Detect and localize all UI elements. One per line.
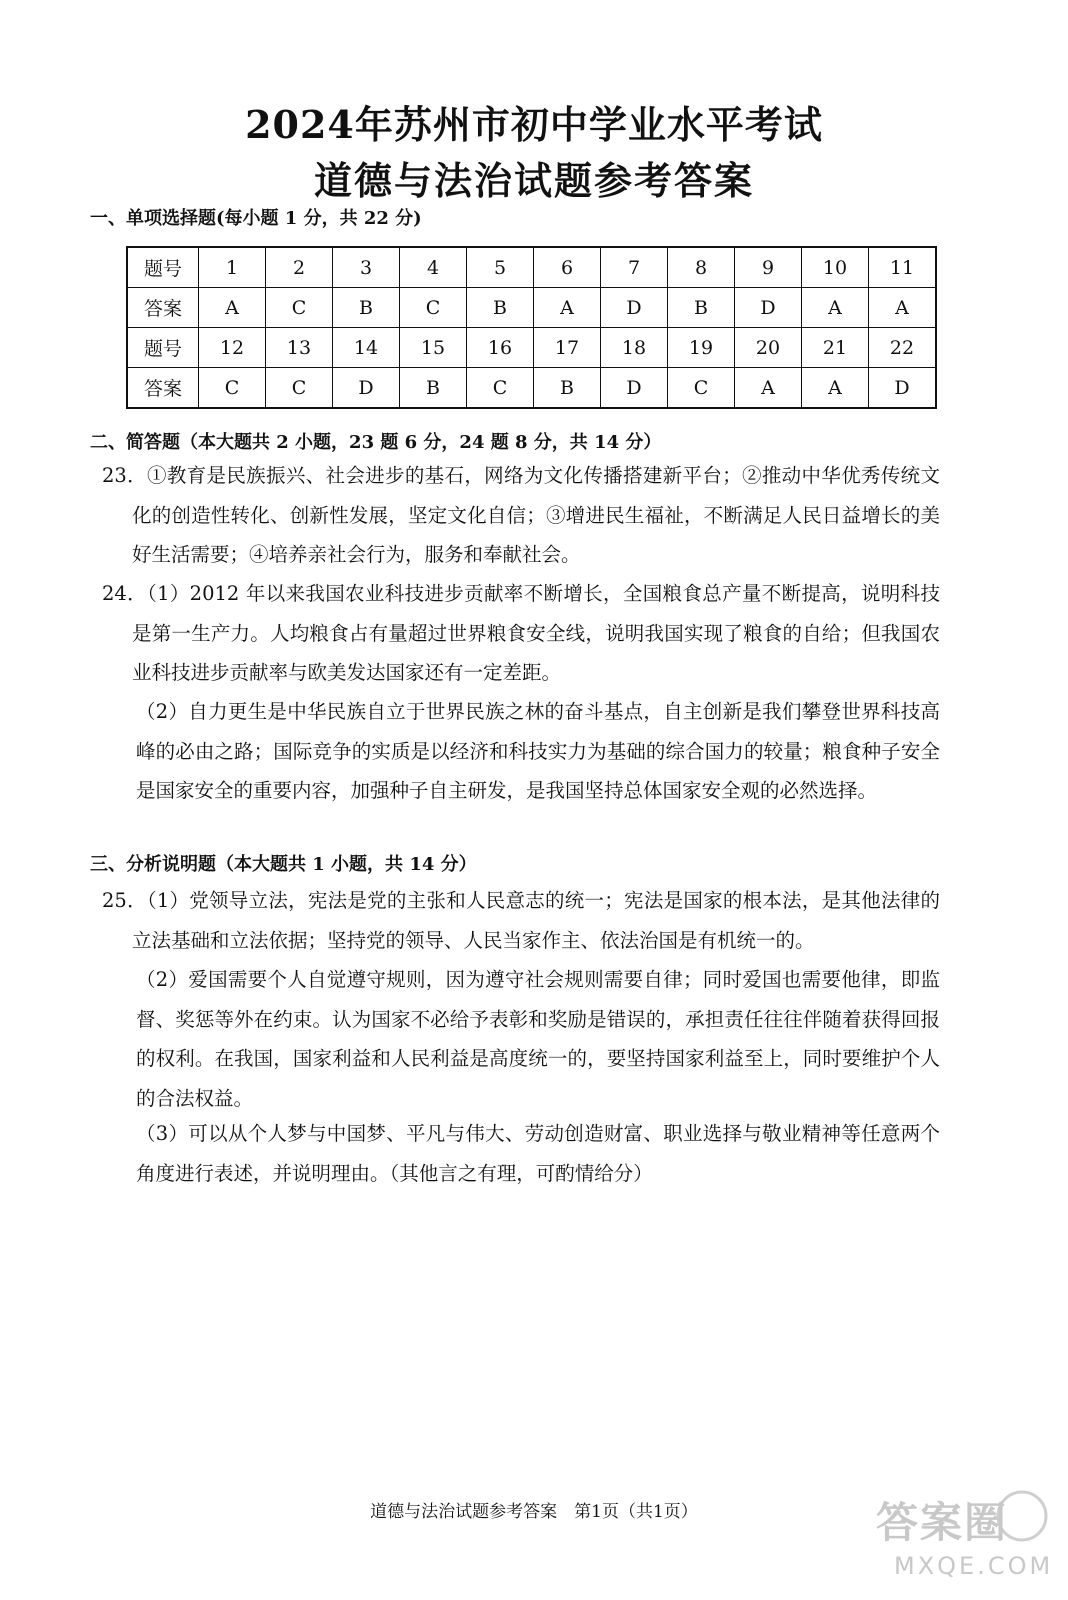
question-number-cell: 15 bbox=[400, 328, 467, 368]
question-number-cell: 16 bbox=[467, 328, 534, 368]
row-label: 答案 bbox=[127, 288, 199, 328]
row-label: 题号 bbox=[127, 247, 199, 288]
answer-cell: D bbox=[601, 288, 668, 328]
question-number-cell: 10 bbox=[802, 247, 869, 288]
answer-cell: A bbox=[199, 288, 266, 328]
answer-cell: B bbox=[467, 288, 534, 328]
answer-cell: D bbox=[735, 288, 802, 328]
question-number-cell: 19 bbox=[668, 328, 735, 368]
answer-cell: B bbox=[333, 288, 400, 328]
question-number-cell: 9 bbox=[735, 247, 802, 288]
question-number-cell: 2 bbox=[266, 247, 333, 288]
answer-cell: A bbox=[802, 288, 869, 328]
answer-25-part-2: （2）爱国需要个人自觉遵守规则，因为遵守社会规则需要自律；同时爱国也需要他律，即监督、奖惩等外在约束。认为国家不必给予表彰和奖励是错误的，承担责任往往伴随着获得回报的权利。在我国，国家利益和人民利益是高度统一的，要坚持国家利益至上，同时要维护个人的合法权益。 bbox=[136, 968, 940, 1110]
answer-cell: A bbox=[802, 368, 869, 409]
question-number-cell: 1 bbox=[199, 247, 266, 288]
answer-cell: A bbox=[534, 288, 601, 328]
answer-cell: C bbox=[199, 368, 266, 409]
answer-24-part-1: 24．（1）2012 年以来我国农业科技进步贡献率不断增长，全国粮食总产量不断提高，说明科技是第一生产力。人均粮食占有量超过世界粮食安全线，说明我国实现了粮食的自给；但我国农业科技进步贡献率与欧美发达国家还有一定差距。 bbox=[102, 582, 940, 684]
question-number-cell: 7 bbox=[601, 247, 668, 288]
answer-cell: C bbox=[266, 368, 333, 409]
answer-cell: B bbox=[400, 368, 467, 409]
answer-cell: C bbox=[668, 368, 735, 409]
answer-table-row bbox=[127, 328, 936, 368]
section-2-heading: 二、简答题（本大题共 2 小题，23 题 6 分，24 题 8 分，共 14 分） bbox=[90, 432, 662, 453]
answer-25-part-1: 25．（1）党领导立法，宪法是党的主张和人民意志的统一；宪法是国家的根本法，是其他法律的立法基础和立法依据；坚持党的领导、人民当家作主、依法治国是有机统一的。 bbox=[102, 889, 940, 952]
question-number-cell: 21 bbox=[802, 328, 869, 368]
answer-23: 23．①教育是民族振兴、社会进步的基石，网络为文化传播搭建新平台；②推动中华优秀传统文化的创造性转化、创新性发展，坚定文化自信；③增进民生福祉，不断满足人民日益增长的美好生活需要；④培养亲社会行为，服务和奉献社会。 bbox=[102, 464, 940, 566]
answer-cell: C bbox=[266, 288, 333, 328]
question-number-cell: 8 bbox=[668, 247, 735, 288]
question-number-cell: 20 bbox=[735, 328, 802, 368]
question-number-cell: 6 bbox=[534, 247, 601, 288]
answer-table bbox=[126, 246, 937, 409]
answer-cell: B bbox=[668, 288, 735, 328]
answer-cell: C bbox=[400, 288, 467, 328]
answer-table-row bbox=[127, 368, 936, 409]
answer-cell: D bbox=[869, 368, 937, 409]
section-1-heading: 一、单项选择题(每小题 1 分，共 22 分) bbox=[90, 208, 422, 229]
answer-25-part-3: （3）可以从个人梦与中国梦、平凡与伟大、劳动创造财富、职业选择与敬业精神等任意两个角度进行表述，并说明理由。（其他言之有理，可酌情给分） bbox=[136, 1122, 940, 1185]
question-number-cell: 4 bbox=[400, 247, 467, 288]
question-number-cell: 5 bbox=[467, 247, 534, 288]
question-number-cell: 13 bbox=[266, 328, 333, 368]
question-number-cell: 12 bbox=[199, 328, 266, 368]
title-line-2: 道德与法治试题参考答案 bbox=[313, 158, 754, 203]
answer-cell: A bbox=[735, 368, 802, 409]
section-3-heading: 三、分析说明题（本大题共 1 小题，共 14 分） bbox=[90, 854, 477, 875]
question-number-cell: 22 bbox=[869, 328, 937, 368]
answer-cell: A bbox=[869, 288, 937, 328]
answer-cell: D bbox=[601, 368, 668, 409]
question-number-cell: 14 bbox=[333, 328, 400, 368]
question-number-cell: 17 bbox=[534, 328, 601, 368]
row-label: 题号 bbox=[127, 328, 199, 368]
question-number-cell: 11 bbox=[869, 247, 937, 288]
watermark-logo bbox=[872, 1470, 1062, 1590]
answer-table-row bbox=[127, 247, 936, 288]
answer-cell: C bbox=[467, 368, 534, 409]
answer-cell: B bbox=[534, 368, 601, 409]
answer-table-row bbox=[127, 288, 936, 328]
question-number-cell: 18 bbox=[601, 328, 668, 368]
watermark-text: 答案圈 bbox=[876, 1498, 1009, 1547]
row-label: 答案 bbox=[127, 368, 199, 409]
question-number-cell: 3 bbox=[333, 247, 400, 288]
title-line-1: 2024年苏州市初中学业水平考试 bbox=[245, 102, 823, 147]
page-footer: 道德与法治试题参考答案 第1页（共1页） bbox=[370, 1502, 698, 1522]
answer-24-part-2: （2）自力更生是中华民族自立于世界民族之林的奋斗基点，自主创新是我们攀登世界科技高峰的必由之路；国际竞争的实质是以经济和科技实力为基础的综合国力的较量；粮食种子安全是国家安全的重要内容，加强种子自主研发，是我国坚持总体国家安全观的必然选择。 bbox=[136, 700, 940, 802]
answer-cell: D bbox=[333, 368, 400, 409]
watermark-url: MXQE.COM bbox=[894, 1552, 1054, 1580]
